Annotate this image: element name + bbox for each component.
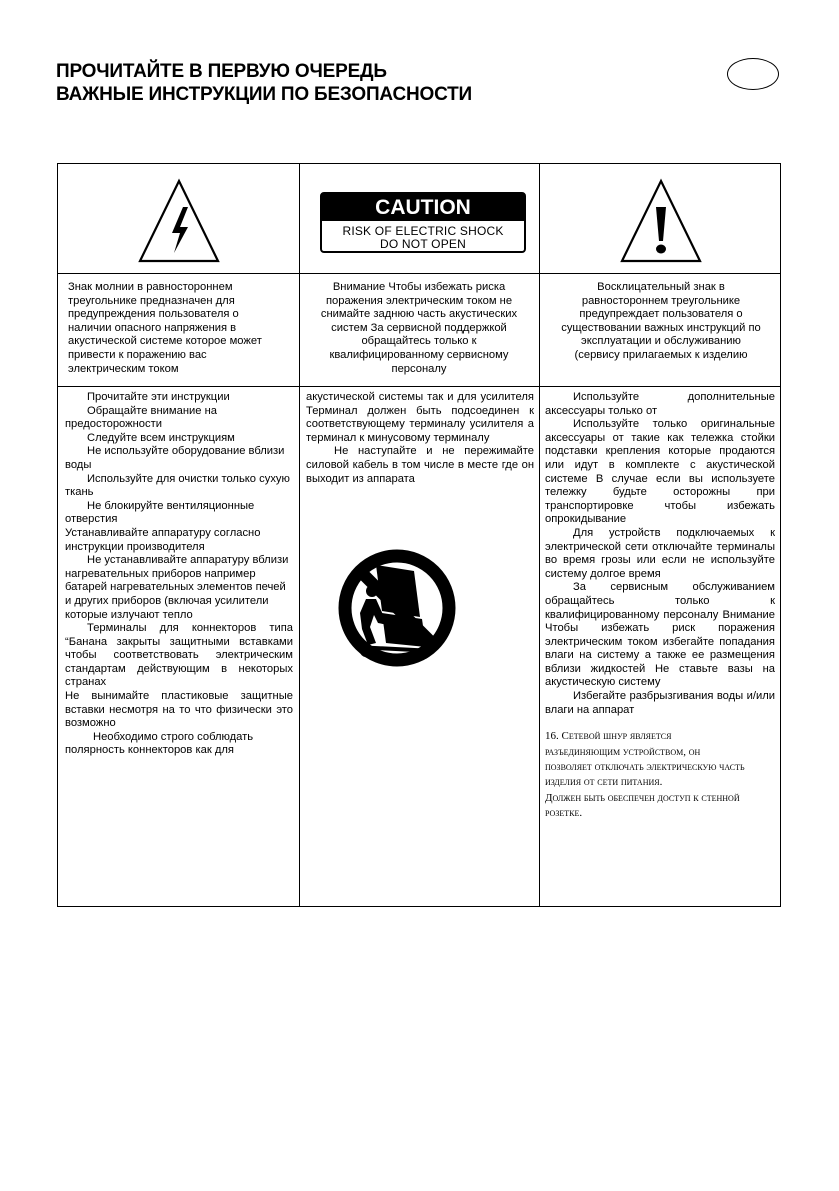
page-title-line-2: ВАЖНЫЕ ИНСТРУКЦИИ ПО БЕЗОПАСНОСТИ [56,84,472,105]
caution-title: CAUTION [322,194,524,221]
instructions-column-1 [65,391,293,758]
instruction-item: Не блокируйте вентиляционные отверстия [65,499,255,526]
caution-label [320,192,526,253]
language-oval [727,58,779,90]
instruction-item: Терминалы для коннекторов типа “Банана закрыты защитными вставками чтобы соответствовать электрическим стандартам действующим в некоторых странах [65,622,293,689]
instruction-item: Не наступайте и не пережимайте силовой кабель в том числе в месте где он выходит из аппарата [306,445,534,485]
column-divider [299,164,300,906]
lightning-warning-icon [136,177,222,265]
page-title [56,60,472,106]
instruction-item: Используйте только оригинальные аксессуары от такие как тележка стойки подставки крепления которые продаются или идут в комплекте с акустической системе В случае если вы используете тележку будьте осторожны при транспортировке чтобы избежать опрокидывание [545,418,775,526]
page-title-line-1: ПРОЧИТАЙТЕ В ПЕРВУЮ ОЧЕРЕДЬ [56,61,387,82]
column-divider [539,164,540,906]
row-divider [58,273,780,274]
caution-line-1: RISK OF ELECTRIC SHOCK [342,224,504,238]
instruction-item: Избегайте разбрызгивания воды и/или влаги на аппарат [545,690,775,716]
trolley-warning-icon [336,547,458,669]
exclamation-description: Восклицательный знак в равностороннем треугольнике предупреждает пользователя о существовании важных инструкций по эксплуатации и обслуживанию (сервису прилагаемых к изделию [561,281,761,361]
instruction-item: Для устройств подключаемых к электрической сети отключайте терминалы во время грозы или если не используйте систему долгое время [545,526,775,580]
instruction-item: Используйте дополнительные аксессуары только от [545,391,775,417]
caution-description: Внимание Чтобы избежать риска поражения электрическим током не снимайте заднюю часть акустических систем За сервисной поддержкой обращайтесь только к квалифицированному сервисному персоналу [320,281,518,375]
instruction-item: Обращайте внимание на предосторожности [65,404,217,431]
exclamation-warning-icon [618,177,704,265]
instruction-item: За сервисным обслуживанием обращайтесь только к квалифицированному персоналу Внимание Чтобы избежать риск поражения электрическим током избегайте попадания влаги на систему а также ее размещения вблизи жидкостей Не ставьте вазы на акустическую систему [545,581,775,689]
instruction-item: Не устанавливайте аппаратуру вблизи нагревательных приборов например батарей нагревательных элементов печей и других приборов (включая усилители которые излучают тепло [65,554,289,621]
instruction-item: Следуйте всем инструкциям [87,431,235,444]
instruction-item: Необходимо строго соблюдать полярность коннекторов как для [65,730,254,757]
power-cord-note: 16. Сетевой шнур является разъединяющим устройством, он позволяет отключать электрическую часть изделия от сети питания. Должен быть обеспечен доступ к стенной розетке. [545,730,745,820]
instructions-column-3 [545,391,775,822]
instructions-column-2 [306,391,534,486]
caution-line-2: DO NOT OPEN [380,237,466,251]
instruction-item: акустической системы так и для усилителя Терминал должен быть подсоединен к соответствующему терминалу усилителя а терминал к минусовому терминалу [306,391,534,444]
instruction-item: Не вынимайте пластиковые защитные вставки несмотря на то что физически это возможно [65,690,293,730]
instruction-item: Прочитайте эти инструкции [87,391,230,403]
row-divider [58,386,780,387]
instruction-item: Устанавливайте аппаратуру согласно инструкции производителя [65,526,261,553]
lightning-description: Знак молнии в равностороннем треугольнике предназначен для предупреждения пользователя о наличии опасного напряжения в акустической системе которое может привести к поражению вас электрическим током [68,281,262,375]
instruction-item: Используйте для очистки только сухую ткань [65,472,290,499]
safety-table [57,163,781,907]
instruction-item: Не используйте оборудование вблизи воды [65,445,285,471]
